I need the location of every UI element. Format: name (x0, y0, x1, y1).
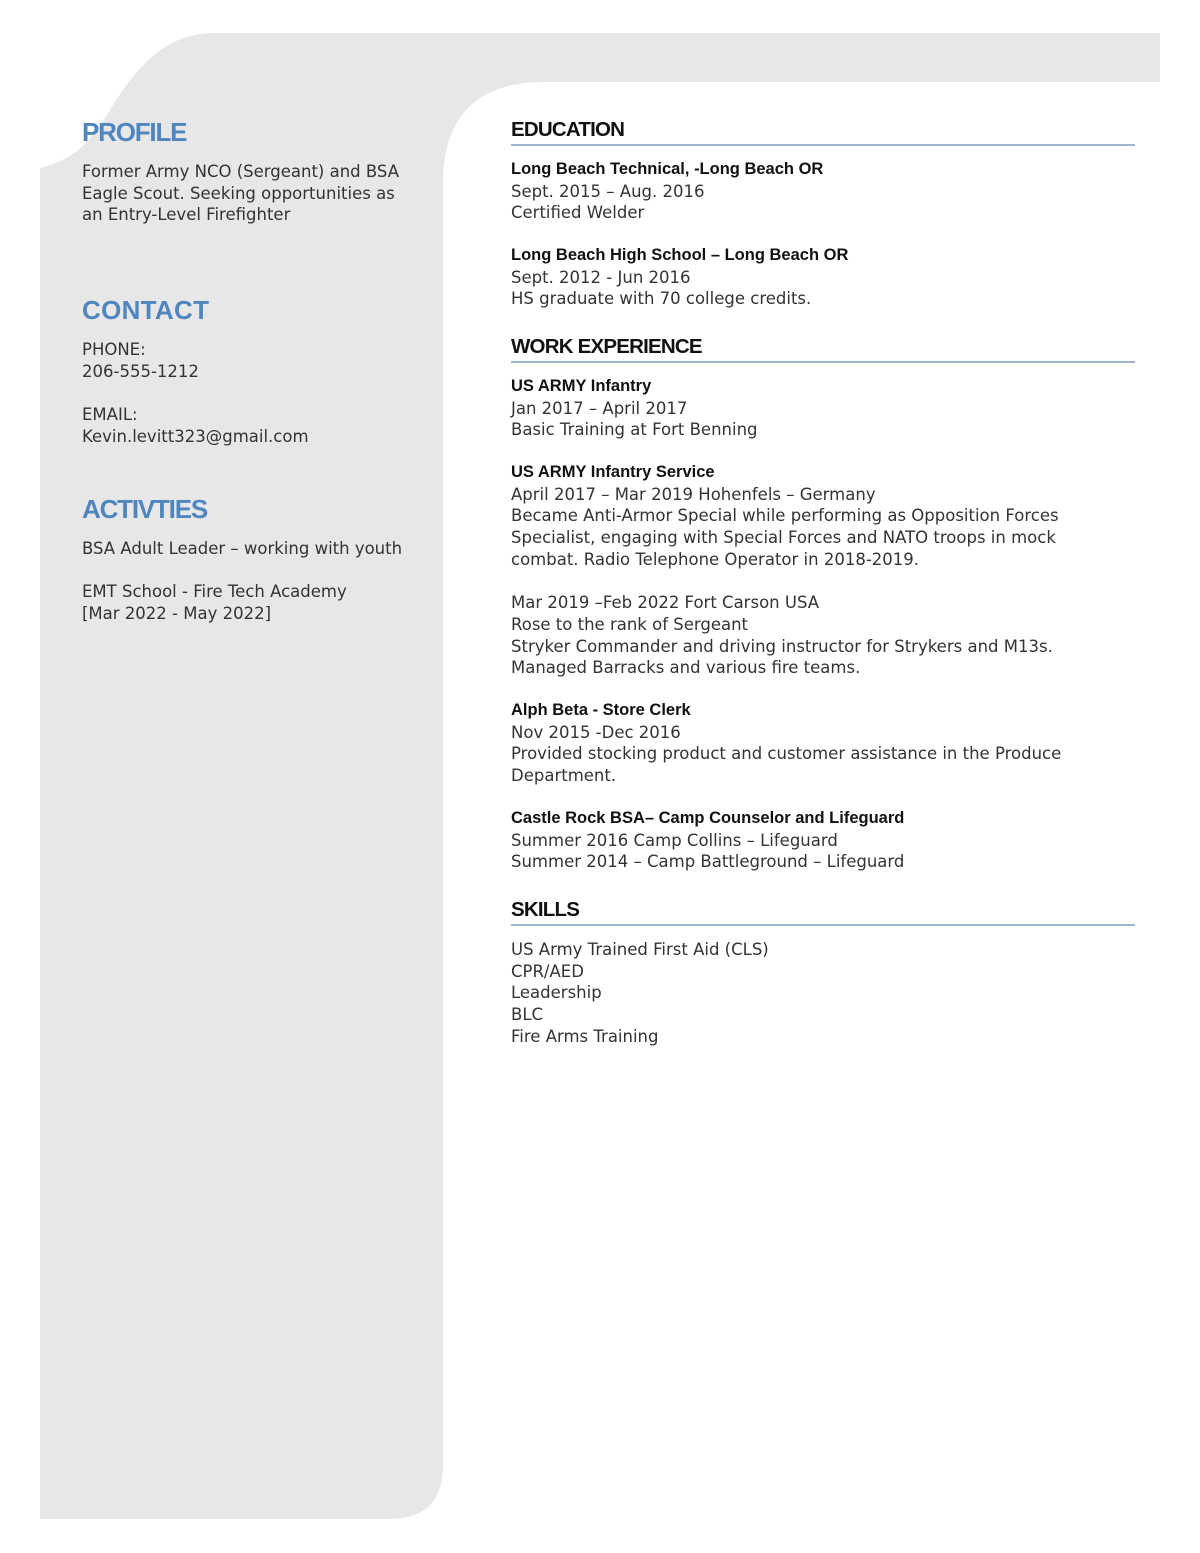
entry-line: Jan 2017 – April 2017 (511, 398, 688, 418)
entry-line: Rose to the rank of Sergeant (511, 614, 749, 634)
phone-label: PHONE: (82, 340, 146, 359)
entry-line: Department. (511, 766, 617, 786)
entry-line: April 2017 – Mar 2019 Hohenfels – Germany (511, 484, 876, 504)
profile-line: an Entry-Level Firefighter (82, 205, 291, 224)
skill-item: CPR/AED (511, 961, 584, 981)
profile-line: Former Army NCO (Sergeant) and BSA (82, 162, 399, 181)
entry-dates: Sept. 2012 - Jun 2016 (511, 267, 691, 287)
work-entry (511, 700, 1135, 787)
profile-line: Eagle Scout. Seeking opportunities as (82, 184, 395, 203)
entry-line: Summer 2014 – Camp Battleground – Lifeguard (511, 852, 905, 872)
entry-line: combat. Radio Telephone Operator in 2018-2019. (511, 549, 920, 569)
activities-heading: ACTIVTIES (82, 494, 207, 524)
entry-title: US ARMY Infantry (511, 377, 652, 395)
work-entry (511, 462, 1135, 679)
skill-item: Fire Arms Training (511, 1026, 659, 1046)
entry-line: Stryker Commander and driving instructor for Strykers and M13s. (511, 636, 1053, 656)
entry-line: Became Anti-Armor Special while performing as Opposition Forces (511, 506, 1059, 526)
email-label: EMAIL: (82, 405, 138, 424)
skill-item: US Army Trained First Aid (CLS) (511, 940, 769, 959)
entry-line: Managed Barracks and various fire teams. (511, 658, 861, 678)
skills-divider (511, 924, 1135, 926)
entry-detail: Certified Welder (511, 203, 645, 223)
entry-title: Alph Beta - Store Clerk (511, 701, 691, 719)
entry-line: Specialist, engaging with Special Forces and NATO troops in mock (511, 528, 1056, 548)
contact-heading: CONTACT (82, 295, 210, 325)
entry-title: Long Beach High School – Long Beach OR (511, 246, 849, 264)
entry-title: US ARMY Infantry Service (511, 463, 715, 481)
email-address: Kevin.levitt323@gmail.com (82, 427, 309, 446)
education-entry (511, 245, 1135, 310)
skill-item: BLC (511, 1005, 544, 1025)
phone-number: 206-555-1212 (82, 362, 199, 381)
entry-dates: Sept. 2015 – Aug. 2016 (511, 181, 705, 201)
profile-heading: PROFILE (82, 117, 187, 147)
education-heading: EDUCATION (511, 118, 625, 141)
activity-item: BSA Adult Leader – working with youth (82, 539, 403, 558)
activity-item: EMT School - Fire Tech Academy (82, 582, 347, 601)
work-experience-heading: WORK EXPERIENCE (511, 335, 702, 358)
work-entry (511, 376, 1135, 441)
entry-line: Provided stocking product and customer assistance in the Produce (511, 744, 1062, 764)
activity-item: [Mar 2022 - May 2022] (82, 604, 272, 623)
entry-detail: HS graduate with 70 college credits. (511, 289, 812, 309)
entry-line: Summer 2016 Camp Collins – Lifeguard (511, 830, 838, 850)
entry-line: Mar 2019 –Feb 2022 Fort Carson USA (511, 593, 820, 613)
entry-title: Castle Rock BSA– Camp Counselor and Lifeguard (511, 809, 905, 827)
skills-heading: SKILLS (511, 898, 580, 921)
work-entry (511, 808, 1135, 873)
skill-item: Leadership (511, 983, 602, 1003)
entry-line: Nov 2015 -Dec 2016 (511, 722, 681, 742)
entry-line: Basic Training at Fort Benning (511, 420, 758, 440)
education-entry (511, 159, 1135, 224)
entry-title: Long Beach Technical, -Long Beach OR (511, 160, 824, 178)
work-experience-divider (511, 361, 1135, 363)
education-divider (511, 144, 1135, 146)
skills-list (511, 939, 1135, 1048)
spacer (511, 571, 1135, 593)
